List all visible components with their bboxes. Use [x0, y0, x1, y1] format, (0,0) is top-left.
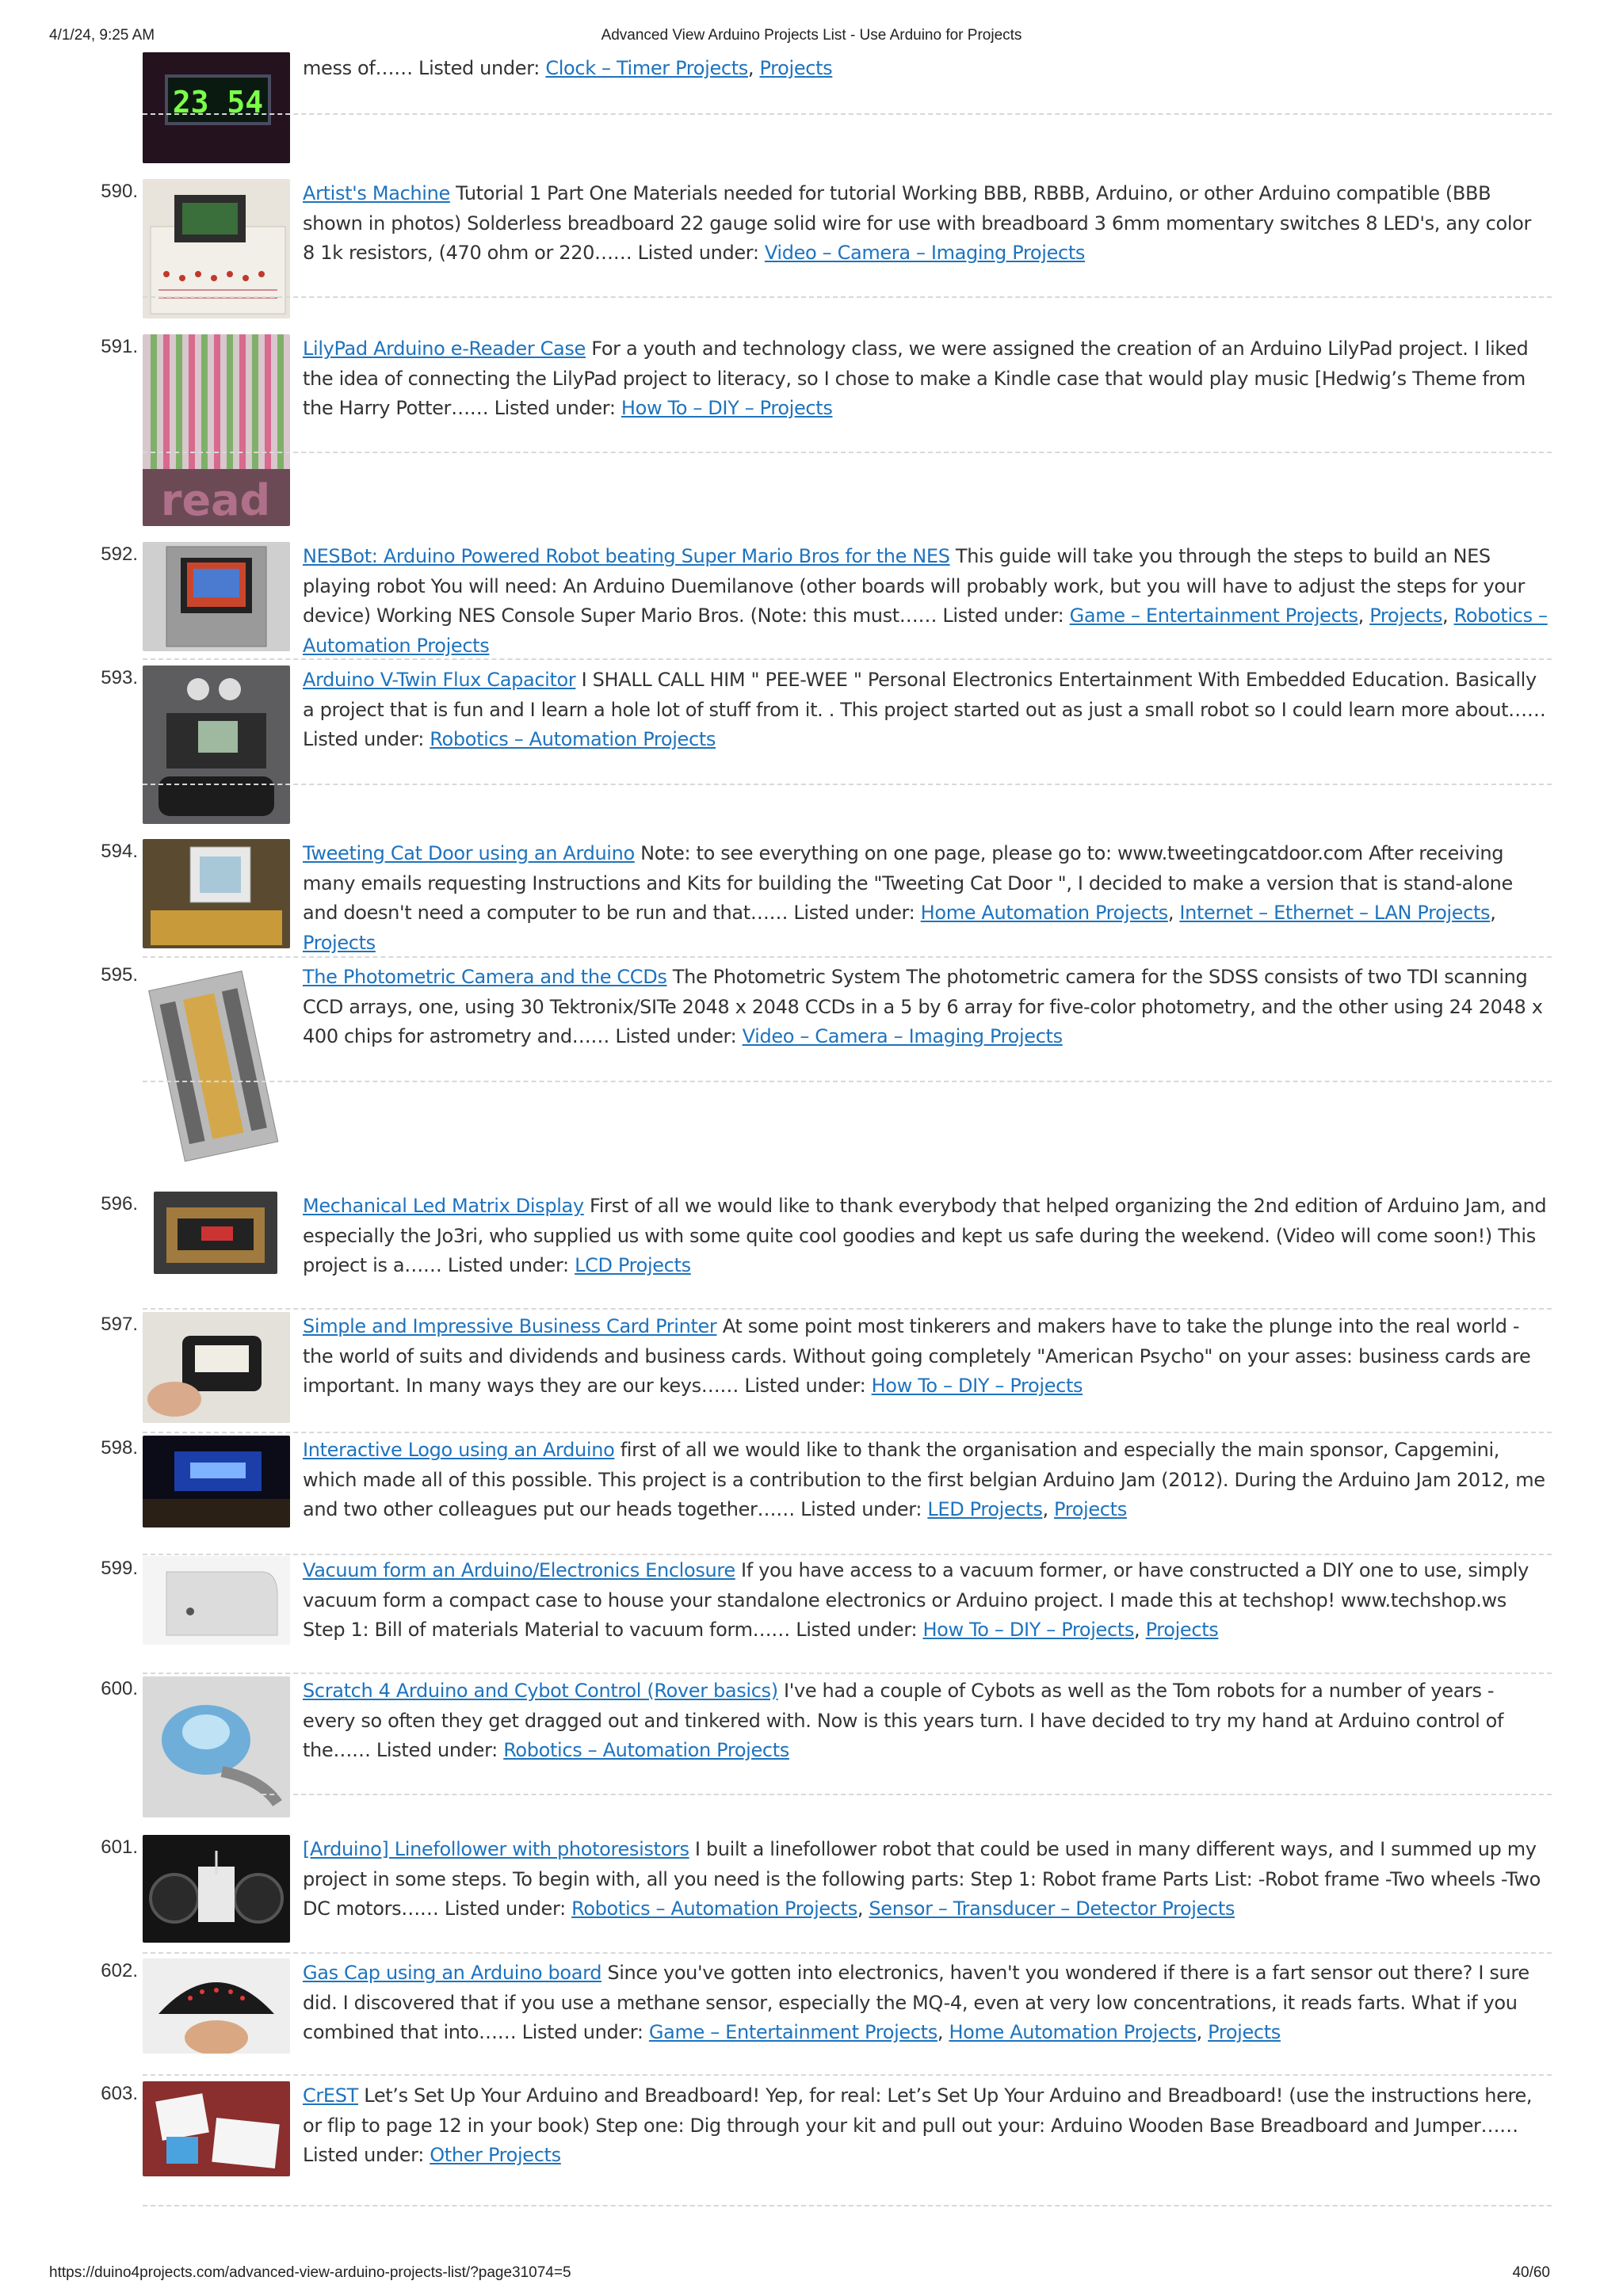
- category-link[interactable]: Projects: [759, 57, 833, 79]
- entry-number: 600.: [101, 1678, 138, 1699]
- entry-description: This guide will take you through the steps to build an NES playing robot You will need: An Arduino Duemilanove (other boards will probably work, but you will have to adjust the steps for your device) Working NES Console Super Mario Bros. (Note: this must…… Listed under:: [303, 545, 1526, 627]
- entry-text: [303, 2081, 1549, 2171]
- divider: [143, 1952, 1552, 1954]
- entry-number: 598.: [101, 1437, 138, 1459]
- entry-description: I SHALL CALL HIM " PEE-WEE " Personal Electronics Entertainment With Embedded Education. Basically a project that is fun and I learn a hole lot of stuff from it. . This project started out as just a small robot so I could learn more about…… Listed under:: [303, 669, 1546, 750]
- thumbnail-image: [143, 2081, 290, 2176]
- divider: [143, 1081, 1552, 1082]
- divider: [143, 452, 1552, 453]
- thumbnail-image: [143, 542, 290, 651]
- thumbnail-image: [154, 1192, 277, 1274]
- divider: [143, 2205, 1552, 2206]
- thumbnail-image: [143, 666, 290, 824]
- entry-text: Gas Cap using an Arduino board Since you've gotten into electronics, haven't you wondered if there is a fart sensor out there? I sure did. I discovered that if you use a methane sensor, especially the MQ-4, even at very low concentrations, it reads farts. What if you combined that into…… Listed under: Game – Entertainment Projects, Home Automation Projects, Projects: [303, 1962, 1529, 2043]
- entry-title-link[interactable]: Artist's Machine: [303, 182, 450, 204]
- entry-text: Vacuum form an Arduino/Electronics Enclosure If you have access to a vacuum former, or have constructed a DIY one to use, simply vacuum form a compact case to house your standalone electronics or Arduino project. I made this at techshop! www.techshop.ws Step 1: Bill of materials Material to vacuum form…… Listed under: How To – DIY – Projects, Projects: [303, 1559, 1529, 1641]
- category-link[interactable]: Game – Entertainment Projects: [648, 2021, 938, 2043]
- entry-text: [303, 334, 1549, 424]
- entry-text: NESBot: Arduino Powered Robot beating Super Mario Bros for the NES This guide will take you through the steps to build an NES playing robot You will need: An Arduino Duemilanove (other boards will probably work, but you will have to adjust the steps for your device) Working NES Console Super Mario Bros. (Note: this must…… Listed under: Game – Entertainment Projects, Projects, Robotics – Automation Projects: [303, 545, 1548, 657]
- entry-number: 593.: [101, 667, 138, 688]
- category-link[interactable]: Projects: [303, 931, 376, 954]
- entry-title-link[interactable]: LilyPad Arduino e-Reader Case: [303, 338, 586, 360]
- thumbnail-image: [143, 1436, 290, 1527]
- entry-text: [303, 1192, 1549, 1281]
- print-header: [0, 27, 1623, 46]
- category-link[interactable]: Projects: [1369, 605, 1443, 627]
- entry-description: Note: to see everything on one page, please go to: www.tweetingcatdoor.com After receiving many emails requesting Instructions and Kits for building the "Tweeting Cat Door ", I decided to make a version that is stand-alone and doesn't need a computer to be run and that…… Listed under:: [303, 842, 1513, 924]
- entry-title-link[interactable]: [Arduino] Linefollower with photoresistors: [303, 1838, 689, 1860]
- thumbnail-image: [143, 1312, 290, 1423]
- entry-text: [303, 666, 1549, 755]
- category-link[interactable]: How To – DIY – Projects: [871, 1375, 1083, 1397]
- entry-text: Tweeting Cat Door using an Arduino Note: to see everything on one page, please go to: www.tweetingcatdoor.com After receiving many emails requesting Instructions and Kits for building the "Tweeting Cat Door ", I decided to make a version that is stand-alone and doesn't need a computer to be run and that…… Listed under: Home Automation Projects, Internet – Ethernet – LAN Projects, Projects: [303, 842, 1513, 954]
- category-link[interactable]: Robotics – Automation Projects: [303, 605, 1548, 657]
- entry-description: Tutorial 1 Part One Materials needed for tutorial Working BBB, RBBB, Arduino, or other Arduino compatible (BBB shown in photos) Solderless breadboard 22 gauge solid wire for use with breadboard 3 6mm momentary switches 8 LED's, any color 8 1k resistors, (470 ohm or 220…… Listed under:: [303, 182, 1532, 264]
- thumbnail-image: [143, 1835, 290, 1943]
- entry-title-link[interactable]: Vacuum form an Arduino/Electronics Enclosure: [303, 1559, 735, 1581]
- entry-description: Since you've gotten into electronics, haven't you wondered if there is a fart sensor out there? I sure did. I discovered that if you use a methane sensor, especially the MQ-4, even at very low concentrations, it reads farts. What if you combined that into…… Listed under:: [303, 1962, 1529, 2043]
- divider: [143, 658, 1552, 660]
- category-link[interactable]: Projects: [1145, 1619, 1219, 1641]
- entry-title-link[interactable]: Scratch 4 Arduino and Cybot Control (Rover basics): [303, 1680, 778, 1702]
- entry-text: mess of…… Listed under: Clock – Timer Projects, Projects: [303, 57, 833, 79]
- category-link[interactable]: Game – Entertainment Projects: [1069, 605, 1358, 627]
- entry-description: The Photometric System The photometric camera for the SDSS consists of two TDI scanning CCD arrays, one, using 30 Tektronix/SITe 2048 x 2048 CCDs in a 5 by 6 array for five-color photometry, and the other using 24 2048 x 400 chips for astrometry and…… Listed under:: [303, 966, 1543, 1047]
- entry-description: First of all we would like to thank everybody that helped organizing the 2nd edition of Arduino Jam, and especially the Jo3ri, who supplied us with some quite cool goodies and kept us safe during the weekend. (Video will come soon!) This project is a…… Listed under:: [303, 1195, 1547, 1276]
- category-link[interactable]: Internet – Ethernet – LAN Projects: [1179, 902, 1491, 924]
- entry-description: At some point most tinkerers and makers have to take the plunge into the real world - the world of suits and dividends and business cards. Without going completely "American Psycho" on your asses: business cards are important. In many ways they are our keys…… Listed under:: [303, 1315, 1531, 1397]
- divider: [143, 956, 1552, 958]
- entry-title-link[interactable]: Gas Cap using an Arduino board: [303, 1962, 602, 1984]
- entry-description: mess of…… Listed under:: [303, 57, 546, 79]
- entry-text: Interactive Logo using an Arduino first of all we would like to thank the organisation and especially the main sponsor, Capgemini, which made all of this possible. This project is a contribution to the first belgian Arduino Jam (2012). During the Arduino Jam 2012, me and two other colleagues put our heads together…… Listed under: LED Projects, Projects: [303, 1439, 1545, 1520]
- clock-digits: 23 54: [172, 85, 264, 120]
- print-page-title: Advanced View Arduino Projects List - Use Arduino for Projects: [601, 27, 1022, 44]
- thumbnail-image: [143, 963, 290, 1175]
- category-link[interactable]: Robotics – Automation Projects: [430, 728, 716, 750]
- divider: [143, 113, 1552, 115]
- entry-text: [303, 179, 1549, 269]
- divider: [143, 1672, 1552, 1674]
- divider: [143, 296, 1552, 298]
- category-link[interactable]: How To – DIY – Projects: [922, 1619, 1135, 1641]
- entry-number: 590.: [101, 181, 138, 202]
- category-link[interactable]: Robotics – Automation Projects: [571, 1897, 857, 1920]
- print-url: https://duino4projects.com/advanced-view-arduino-projects-list/?page31074=5: [49, 2264, 571, 2281]
- entry-title-link[interactable]: The Photometric Camera and the CCDs: [303, 966, 667, 988]
- divider: [143, 2074, 1552, 2076]
- entry-title-link[interactable]: Interactive Logo using an Arduino: [303, 1439, 615, 1461]
- thumbnail-image: [143, 52, 290, 163]
- entry-number: 603.: [101, 2083, 138, 2104]
- entry-description: For a youth and technology class, we were assigned the creation of an Arduino LilyPad project. I liked the idea of connecting the LilyPad project to literacy, so I chose to make a Kindle case that would play music [Hedwig’s Theme from the Harry Potter…… Listed under:: [303, 338, 1529, 419]
- entry-description: Let’s Set Up Your Arduino and Breadboard! Yep, for real: Let’s Set Up Your Arduino and Breadboard! (use the instructions here, or flip to page 12 in your book) Step one: Dig through your kit and pull out your: Arduino Wooden Base Breadboard and Jumper…… Listed under:: [303, 2084, 1533, 2166]
- thumbnail-image: [143, 839, 290, 948]
- entry-number: 591.: [101, 336, 138, 357]
- divider: [143, 1794, 1552, 1795]
- category-link[interactable]: Projects: [1208, 2021, 1281, 2043]
- entry-number: 602.: [101, 1960, 138, 1981]
- divider: [143, 1308, 1552, 1310]
- category-link[interactable]: Projects: [1054, 1498, 1127, 1520]
- entry-number: 594.: [101, 841, 138, 862]
- print-page-number: 40/60: [1512, 2264, 1550, 2281]
- category-link[interactable]: Home Automation Projects: [920, 902, 1168, 924]
- category-link[interactable]: Clock – Timer Projects: [545, 57, 748, 79]
- thumbnail-image: [143, 1556, 290, 1645]
- thumbnail-image: [143, 1676, 290, 1817]
- category-link[interactable]: Sensor – Transducer – Detector Projects: [869, 1897, 1235, 1920]
- thumbnail-image: [143, 334, 290, 526]
- entry-text: [Arduino] Linefollower with photoresistors I built a linefollower robot that could be used in many different ways, and I summed up my project in some steps. To begin with, all you need is the following parts: Step 1: Robot frame Parts List: -Robot frame -Two wheels -Two DC motors…… Listed under: Robotics – Automation Projects, Sensor – Transducer – Detector Projects: [303, 1838, 1541, 1920]
- entry-title-link[interactable]: CrEST: [303, 2084, 358, 2107]
- category-link[interactable]: Other Projects: [430, 2144, 561, 2166]
- entry-description: I built a linefollower robot that could be used in many different ways, and I summed up my project in some steps. To begin with, all you need is the following parts: Step 1: Robot frame Parts List: -Robot frame -Two wheels -Two DC motors…… Listed under:: [303, 1838, 1541, 1920]
- category-link[interactable]: How To – DIY – Projects: [621, 397, 833, 419]
- thumbnail-image: [143, 1958, 290, 2054]
- entry-number: 601.: [101, 1836, 138, 1858]
- divider: [143, 1554, 1552, 1555]
- entry-description: first of all we would like to thank the organisation and especially the main sponsor, Capgemini, which made all of this possible. This project is a contribution to the first belgian Arduino Jam (2012). During the Arduino Jam 2012, me and two other colleagues put our heads together…… Listed under:: [303, 1439, 1545, 1520]
- print-datetime: 4/1/24, 9:25 AM: [49, 27, 155, 44]
- entry-number: 599.: [101, 1558, 138, 1579]
- print-footer: [0, 2264, 1623, 2283]
- entry-description: If you have access to a vacuum former, or have constructed a DIY one to use, simply vacuum form a compact case to house your standalone electronics or Arduino project. I made this at techshop! www.techshop.ws Step 1: Bill of materials Material to vacuum form…… Listed under:: [303, 1559, 1529, 1641]
- entry-text: [303, 1676, 1549, 1766]
- category-link[interactable]: Robotics – Automation Projects: [503, 1739, 789, 1761]
- divider: [143, 1432, 1552, 1433]
- entry-title-link[interactable]: Mechanical Led Matrix Display: [303, 1195, 584, 1217]
- entry-title-link[interactable]: NESBot: Arduino Powered Robot beating Super Mario Bros for the NES: [303, 545, 950, 567]
- entry-number: 596.: [101, 1193, 138, 1215]
- entry-number: 592.: [101, 543, 138, 565]
- category-link[interactable]: LED Projects: [927, 1498, 1043, 1520]
- entry-text: [303, 963, 1549, 1052]
- category-link[interactable]: Video – Camera – Imaging Projects: [742, 1025, 1063, 1047]
- category-link[interactable]: LCD Projects: [575, 1254, 691, 1276]
- entry-description: I've had a couple of Cybots as well as the Tom robots for a number of years - every so often they get dragged out and tinkered with. Now is this years turn. I have decided to try my hand at Arduino control of the…… Listed under:: [303, 1680, 1504, 1761]
- category-link[interactable]: Home Automation Projects: [949, 2021, 1197, 2043]
- entry-title-link[interactable]: Simple and Impressive Business Card Printer: [303, 1315, 717, 1337]
- thumbnail-caption: read: [160, 475, 271, 525]
- entry-number: 597.: [101, 1314, 138, 1335]
- entry-title-link[interactable]: Arduino V-Twin Flux Capacitor: [303, 669, 576, 691]
- entry-text: [303, 1312, 1549, 1402]
- category-link[interactable]: Video – Camera – Imaging Projects: [764, 242, 1086, 264]
- divider: [143, 784, 1552, 785]
- entry-title-link[interactable]: Tweeting Cat Door using an Arduino: [303, 842, 635, 864]
- entry-number: 595.: [101, 964, 138, 986]
